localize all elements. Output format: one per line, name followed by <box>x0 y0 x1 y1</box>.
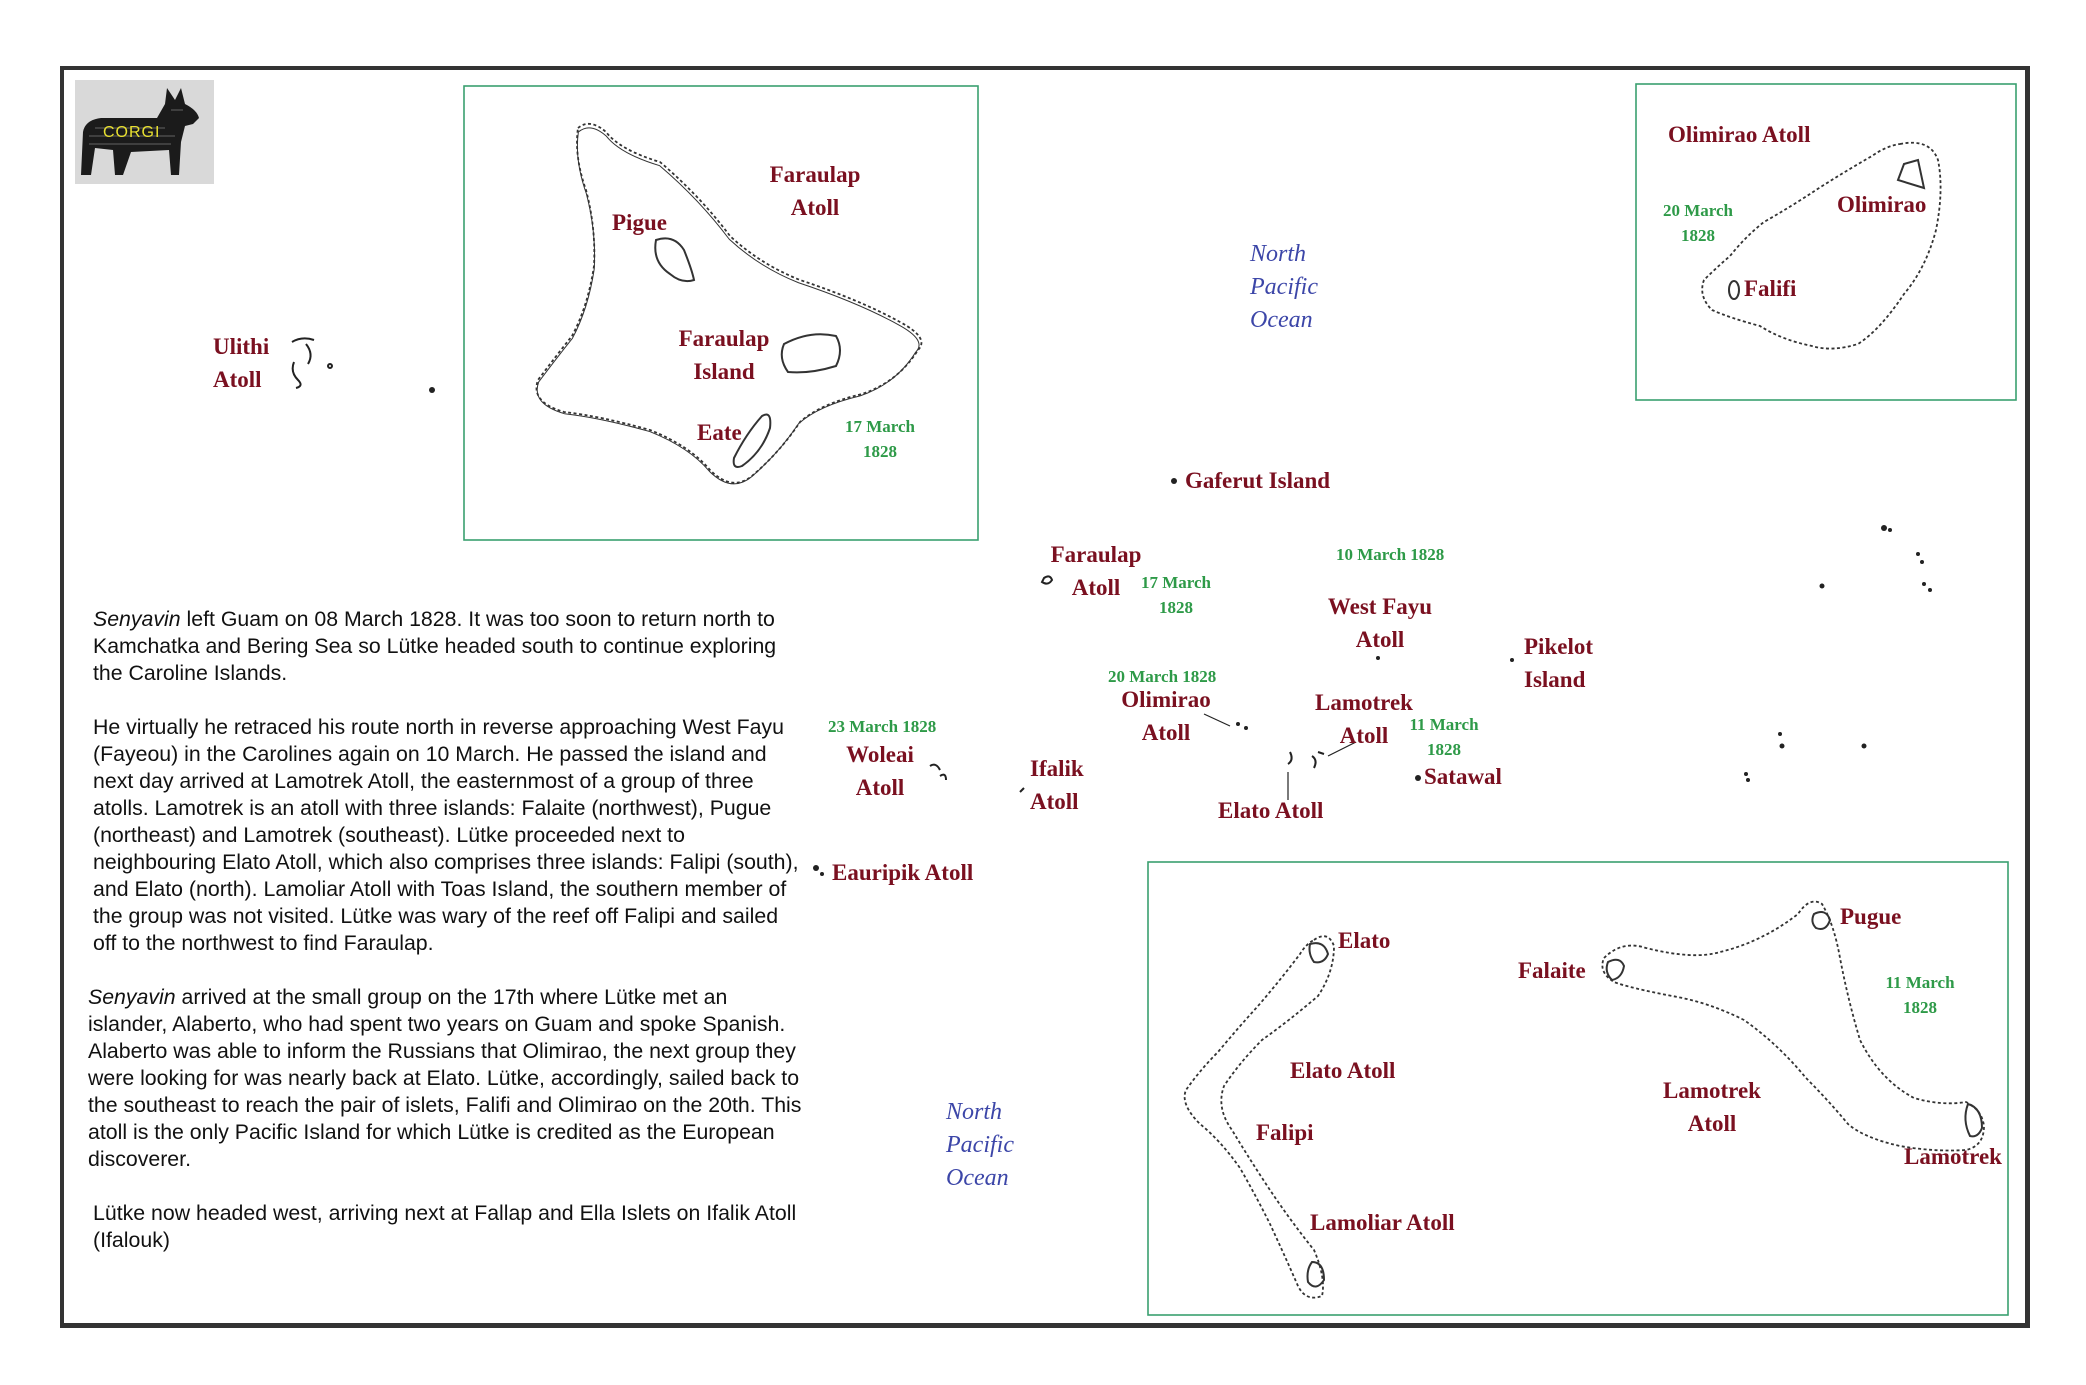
gaferut-island-mark <box>1171 478 1177 484</box>
pikelot-mark <box>1510 658 1514 662</box>
pikelot-island-label-line1: Pikelot <box>1524 634 1593 659</box>
west-fayu-mark <box>1376 656 1380 660</box>
faraulap-date-line1: 17 March <box>1140 573 1212 592</box>
eastern-islet-marks <box>1744 525 1932 782</box>
pikelot-island-label <box>1524 630 1593 696</box>
west-fayu-label <box>1318 590 1442 656</box>
olimirao-atoll-mark <box>1236 722 1248 730</box>
inset-olimirao-title: Olimirao Atoll <box>1668 122 1811 147</box>
lamotrek-atoll-label-line1: Lamotrek <box>1315 690 1413 715</box>
lamotrek-elato-marks <box>1288 752 1324 768</box>
faraulap-islet <box>782 334 840 372</box>
logo-text: CORGI <box>103 124 161 141</box>
narrative-paragraph-4: Lütke now headed west, arriving next at Fallap and Ella Islets on Ifalik Atoll (Ifalouk) <box>93 1201 797 1252</box>
ifalik-atoll-label-line2: Atoll <box>1030 789 1079 814</box>
lamoliar-atoll-label: Lamoliar Atoll <box>1310 1210 1455 1235</box>
elato-atoll-label: Elato Atoll <box>1218 798 1324 823</box>
lamoliar-islet <box>1308 1262 1325 1287</box>
islet-dot <box>429 387 435 393</box>
ulithi-atoll-label-line1: Ulithi <box>213 334 270 359</box>
faraulap-island-label <box>674 322 774 388</box>
inset-olimirao-date-line1: 20 March <box>1662 201 1734 220</box>
olimirao-atoll-label-line1: Olimirao <box>1121 687 1211 712</box>
ulithi-atoll-mark <box>292 338 332 388</box>
olimirao-islet <box>1898 160 1924 188</box>
ulithi-atoll-label <box>213 330 269 396</box>
elato-islet <box>1310 943 1329 962</box>
falipi-label: Falipi <box>1256 1120 1314 1145</box>
faraulap-atoll-label-line2: Atoll <box>1071 575 1121 600</box>
ocean-label-south-line3: Ocean <box>946 1165 1009 1191</box>
woleai-atoll-mark <box>930 765 946 780</box>
lamotrek-date-line2: 1828 <box>1427 740 1461 759</box>
ifalik-atoll-label-line1: Ifalik <box>1030 756 1084 781</box>
falaite-label: Falaite <box>1518 958 1586 983</box>
faraulap-island-label-line1: Faraulap <box>678 326 770 351</box>
narrative-paragraph-1 <box>93 606 803 687</box>
satawal-mark <box>1415 775 1421 781</box>
inset-faraulap-title <box>765 158 865 224</box>
eauripik-atoll-label: Eauripik Atoll <box>832 860 974 885</box>
eate-label: Eate <box>697 420 742 445</box>
falaite-islet <box>1607 960 1624 980</box>
olimirao-date: 20 March 1828 <box>1108 667 1217 686</box>
ocean-label-north-line3: Ocean <box>1250 307 1313 333</box>
inset-lamotrek-date-line2: 1828 <box>1903 998 1937 1017</box>
inset-faraulap-date-line1: 17 March <box>844 417 916 436</box>
west-fayu-label-line2: Atoll <box>1355 627 1405 652</box>
satawal-label: Satawal <box>1424 764 1502 789</box>
inset-faraulap-date <box>838 414 922 464</box>
lamotrek-atoll-label-line2: Atoll <box>1339 723 1389 748</box>
faraulap-atoll-label <box>1044 538 1148 604</box>
ulithi-atoll-label-line2: Atoll <box>213 367 262 392</box>
narrative-paragraph-2: He virtually he retraced his route north in reverse approaching West Fayu (Fayeou) in the Carolines again on 10 March. He passed the island and next day arrived at Lamotrek Atoll, the easternmost of a group of three atolls. Lamotrek is an atoll with three islands: Falaite (northwest), Pugue (northeast) and Lamotrek (southeast). Lütke proceeded next to neighbouring Elato Atoll, which also comprises three islands: Falipi (south), and Elato (north). Lamoliar Atoll with Toas Island, the southern member of the group was not visited. Lütke was wary of the reef off Falipi and sailed off to the northwest to find Faraulap. <box>93 715 799 955</box>
elato-atoll-inset-label: Elato Atoll <box>1290 1058 1396 1083</box>
ocean-label-north <box>1250 238 1318 337</box>
ocean-label-north-line1: North <box>1250 241 1307 267</box>
pugue-label: Pugue <box>1840 904 1902 929</box>
lamotrek-date <box>1402 712 1486 762</box>
faraulap-island-label-line2: Island <box>693 359 755 384</box>
west-fayu-label-line1: West Fayu <box>1327 594 1433 619</box>
ocean-label-south <box>946 1096 1014 1195</box>
woleai-atoll-label-line2: Atoll <box>855 775 905 800</box>
inset-lamotrek-date-line1: 11 March <box>1885 973 1955 992</box>
faraulap-atoll-label-line1: Faraulap <box>1050 542 1142 567</box>
olimirao-atoll-label <box>1112 683 1220 749</box>
inset-lamotrek-date <box>1878 970 1962 1020</box>
pugue-islet <box>1812 912 1830 929</box>
inset-olimirao-date-line2: 1828 <box>1681 226 1715 245</box>
falifi-islet <box>1729 281 1739 299</box>
woleai-atoll-label-line1: Woleai <box>846 742 914 767</box>
inset-faraulap-title-line1: Faraulap <box>769 162 861 187</box>
woleai-date: 23 March 1828 <box>828 717 937 736</box>
ifalik-atoll-mark <box>1020 788 1024 792</box>
inset-faraulap-date-line2: 1828 <box>863 442 897 461</box>
inset-faraulap-title-line2: Atoll <box>790 195 840 220</box>
ocean-label-south-line1: North <box>946 1099 1003 1125</box>
narrative-text <box>88 606 803 1281</box>
narrative-paragraph-1-text: left Guam on 08 March 1828. It was too soon to return north to Kamchatka and Bering Sea so Lütke headed south to continue exploring the Caroline Islands. <box>93 607 777 685</box>
ocean-label-south-line2: Pacific <box>946 1132 1014 1158</box>
faraulap-date <box>1134 570 1218 620</box>
eauripik-atoll-mark <box>813 865 824 876</box>
inset-faraulap-frame <box>464 86 978 540</box>
lamotrek-atoll-inset-label-line1: Lamotrek <box>1663 1078 1761 1103</box>
ship-name: Senyavin <box>93 607 181 631</box>
lamotrek-atoll-inset-label-line2: Atoll <box>1687 1111 1737 1136</box>
ifalik-atoll-label <box>1030 752 1084 818</box>
pigue-label: Pigue <box>612 210 667 235</box>
pikelot-island-label-line2: Island <box>1524 667 1586 692</box>
olimirao-islet-label: Olimirao <box>1837 192 1927 217</box>
lamotrek-atoll-inset-label <box>1652 1074 1772 1140</box>
ship-name: Senyavin <box>88 985 176 1009</box>
faraulap-date-line2: 1828 <box>1159 598 1193 617</box>
lamotrek-date-line1: 11 March <box>1409 715 1479 734</box>
olimirao-atoll-label-line2: Atoll <box>1141 720 1191 745</box>
gaferut-island-label: Gaferut Island <box>1185 468 1331 493</box>
ocean-label-north-line2: Pacific <box>1250 274 1318 300</box>
inset-olimirao-date <box>1656 198 1740 248</box>
falifi-label: Falifi <box>1744 276 1797 301</box>
lamotrek-islet-label: Lamotrek <box>1904 1144 2002 1169</box>
narrative-paragraph-3 <box>88 984 803 1173</box>
lamotrek-islet <box>1965 1104 1982 1136</box>
narrative-paragraph-3-text: arrived at the small group on the 17th where Lütke met an islander, Alaberto, who had spent two years on Guam and spoke Spanish. Alaberto was able to inform the Russians that Olimirao, the next group they were looking for was nearly back at Elato. Lütke, accordingly, sailed back to the southeast to reach the pair of islets, Falifi and Olimirao on the 20th. This atoll is the only Pacific Island for which Lütke is credited as the European discoverer. <box>88 985 802 1171</box>
woleai-atoll-label <box>830 738 930 804</box>
elato-islet-label: Elato <box>1338 928 1391 953</box>
pigue-islet <box>655 238 694 281</box>
west-fayu-date: 10 March 1828 <box>1336 545 1445 564</box>
